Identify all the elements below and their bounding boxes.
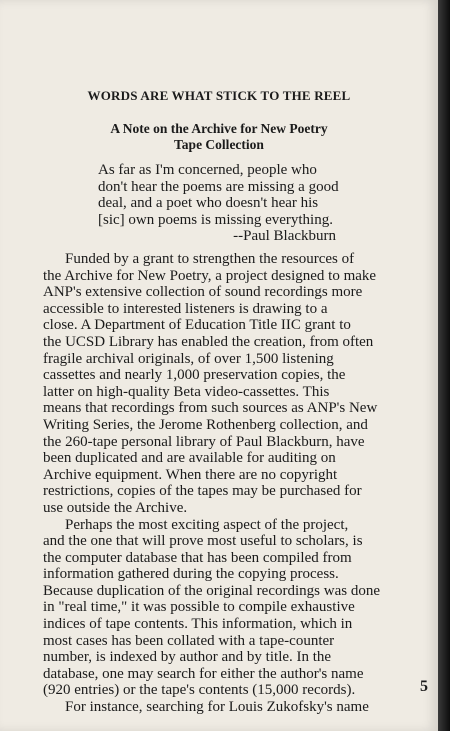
book-spine (438, 0, 450, 731)
body-line: Archive equipment. When there are no copyright (43, 466, 338, 483)
article-title: WORDS ARE WHAT STICK TO THE REEL (87, 88, 351, 103)
body-line: restrictions, copies of the tapes may be purchased for (43, 483, 362, 500)
body-line: the computer database that has been compiled from (43, 549, 352, 566)
body-line: in "real time," it was possible to compile exhaustive (43, 599, 355, 616)
body-line: Perhaps the most exciting aspect of the project, (65, 516, 349, 533)
subtitle-line: A Note on the Archive for New Poetry (110, 121, 328, 136)
body-line: most cases has been collated with a tape-counter (43, 632, 335, 649)
body-text (43, 251, 415, 716)
body-line: means that recordings from such sources as ANP's New (43, 400, 378, 417)
body-line: latter on high-quality Beta video-cassettes. This (43, 383, 330, 400)
epigraph-line: don't hear the poems are missing a good (98, 178, 339, 195)
body-line: Because duplication of the original recordings was done (43, 582, 380, 599)
body-line: database, one may search for either the author's name (43, 665, 364, 682)
body-line: number, is indexed by author and by title. In the (43, 649, 332, 666)
epigraph-attribution: --Paul Blackburn (233, 228, 336, 244)
article-subtitle (0, 121, 438, 153)
body-line: cassettes and nearly 1,000 preservation copies, the (43, 367, 346, 384)
body-line: been duplicated and are available for auditing on (43, 450, 336, 467)
body-line: ANP's extensive collection of sound recordings more (43, 284, 363, 301)
body-line: fragile archival originals, of over 1,500 listening (43, 350, 334, 367)
body-line: the Archive for New Poetry, a project designed to make (43, 267, 377, 284)
body-line: the 260-tape personal library of Paul Blackburn, have (43, 433, 365, 450)
epigraph-line: As far as I'm concerned, people who (98, 162, 317, 178)
epigraph-quote (98, 162, 388, 245)
body-line: For instance, searching for Louis Zukofsky's name (65, 699, 369, 716)
subtitle-line: Tape Collection (174, 137, 264, 152)
body-line: use outside the Archive. (43, 499, 188, 516)
body-line: (920 entries) or the tape's contents (15,000 records). (43, 682, 356, 699)
page-number: 5 (420, 678, 428, 695)
body-line: indices of tape contents. This information, which in (43, 616, 353, 633)
body-line: the UCSD Library has enabled the creation, from often (43, 333, 374, 350)
body-line: accessible to interested listeners is drawing to a (43, 300, 328, 317)
body-line: information gathered during the copying process. (43, 566, 339, 583)
body-line: Writing Series, the Jerome Rothenberg collection, and (43, 416, 368, 433)
body-line: close. A Department of Education Title IIC grant to (43, 317, 351, 334)
body-line: and the one that will prove most useful to scholars, is (43, 533, 363, 550)
body-line: Funded by a grant to strengthen the resources of (65, 251, 355, 267)
epigraph-line: deal, and a poet who doesn't hear his (98, 195, 319, 211)
epigraph-line: [sic] own poems is missing everything. (98, 211, 333, 228)
